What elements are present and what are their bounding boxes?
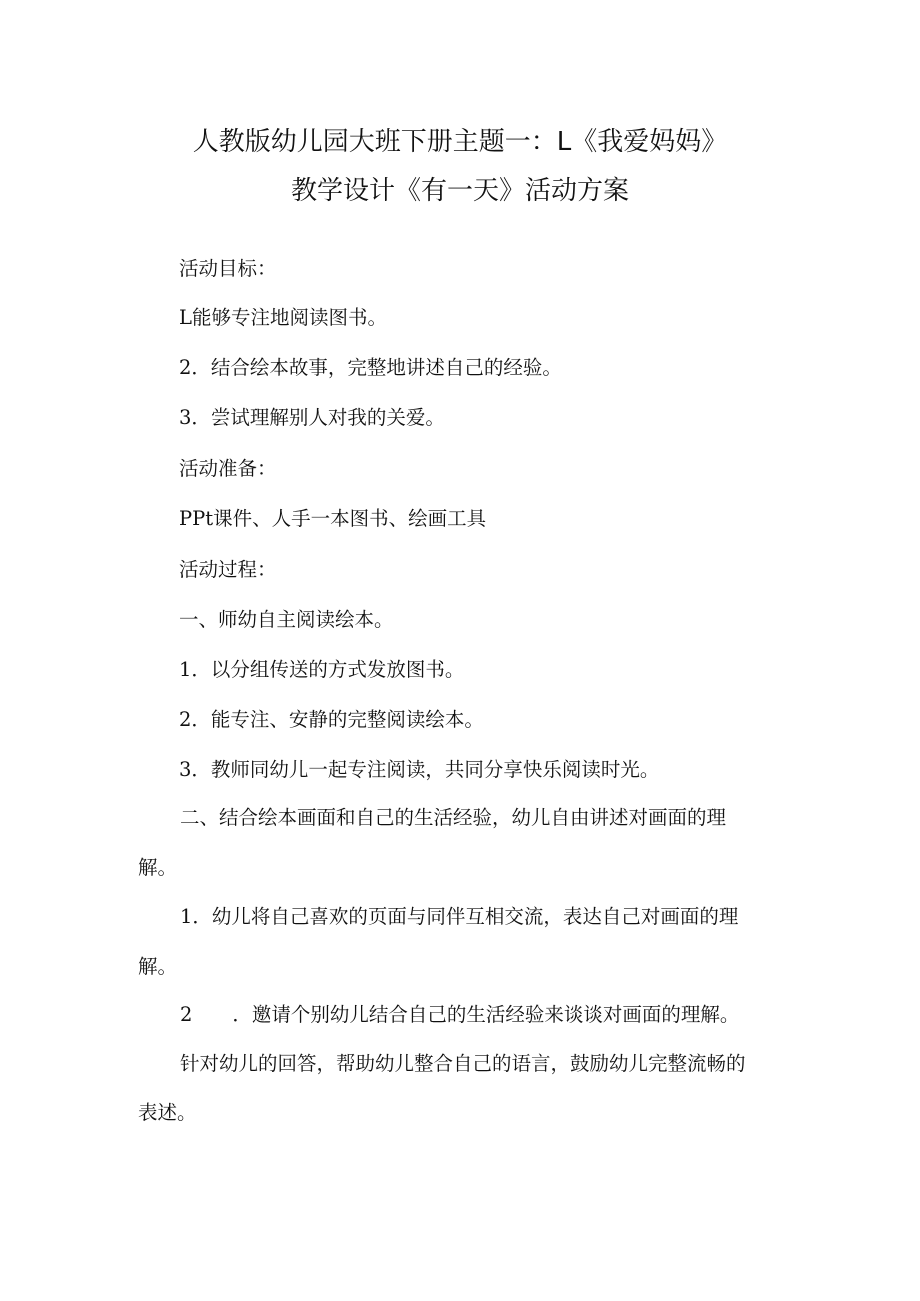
goal-item-2: 2．结合绘本故事，完整地讲述自己的经验。 bbox=[179, 356, 562, 379]
section-heading-prep: 活动准备： bbox=[179, 457, 277, 480]
process-note-line-2: 表述。 bbox=[138, 1101, 197, 1124]
process-part-1-item-3: 3．教师同幼儿一起专注阅读，共同分享快乐阅读时光。 bbox=[179, 758, 660, 781]
process-part-1-item-1: 1．以分组传送的方式发放图书。 bbox=[179, 658, 465, 681]
process-part-2-title-line-2: 解。 bbox=[138, 856, 178, 879]
document-title-line-2: 教学设计《有一天》活动方案 bbox=[290, 176, 629, 206]
goal-item-1: L能够专注地阅读图书。 bbox=[179, 306, 387, 329]
process-part-1-title: 一、师幼自主阅读绘本。 bbox=[179, 608, 394, 631]
process-part-2-title-line-1: 二、结合绘本画面和自己的生活经验，幼儿自由讲述对画面的理 bbox=[180, 806, 727, 829]
process-part-2-item-1-line-2: 解。 bbox=[138, 955, 178, 978]
process-part-2-item-1-line-1: 1．幼儿将自己喜欢的页面与同伴互相交流，表达自己对画面的理 bbox=[180, 905, 739, 928]
goal-item-3: 3．尝试理解别人对我的关爱。 bbox=[179, 406, 445, 429]
item-number: 2 bbox=[180, 1003, 193, 1026]
item-text: ．邀请个别幼儿结合自己的生活经验来谈谈对画面的理解。 bbox=[232, 1003, 740, 1026]
process-part-1-item-2: 2．能专注、安静的完整阅读绘本。 bbox=[179, 708, 484, 731]
section-heading-goals: 活动目标： bbox=[179, 257, 277, 280]
section-heading-process: 活动过程： bbox=[179, 558, 277, 581]
process-note-line-1: 针对幼儿的回答，帮助幼儿整合自己的语言，鼓励幼儿完整流畅的 bbox=[180, 1052, 746, 1075]
document-title-line-1: 人教版幼儿园大班下册主题一：L《我爱妈妈》 bbox=[192, 127, 728, 157]
process-part-2-item-2 bbox=[180, 1003, 739, 1027]
prep-text: PPt课件、人手一本图书、绘画工具 bbox=[179, 507, 487, 530]
